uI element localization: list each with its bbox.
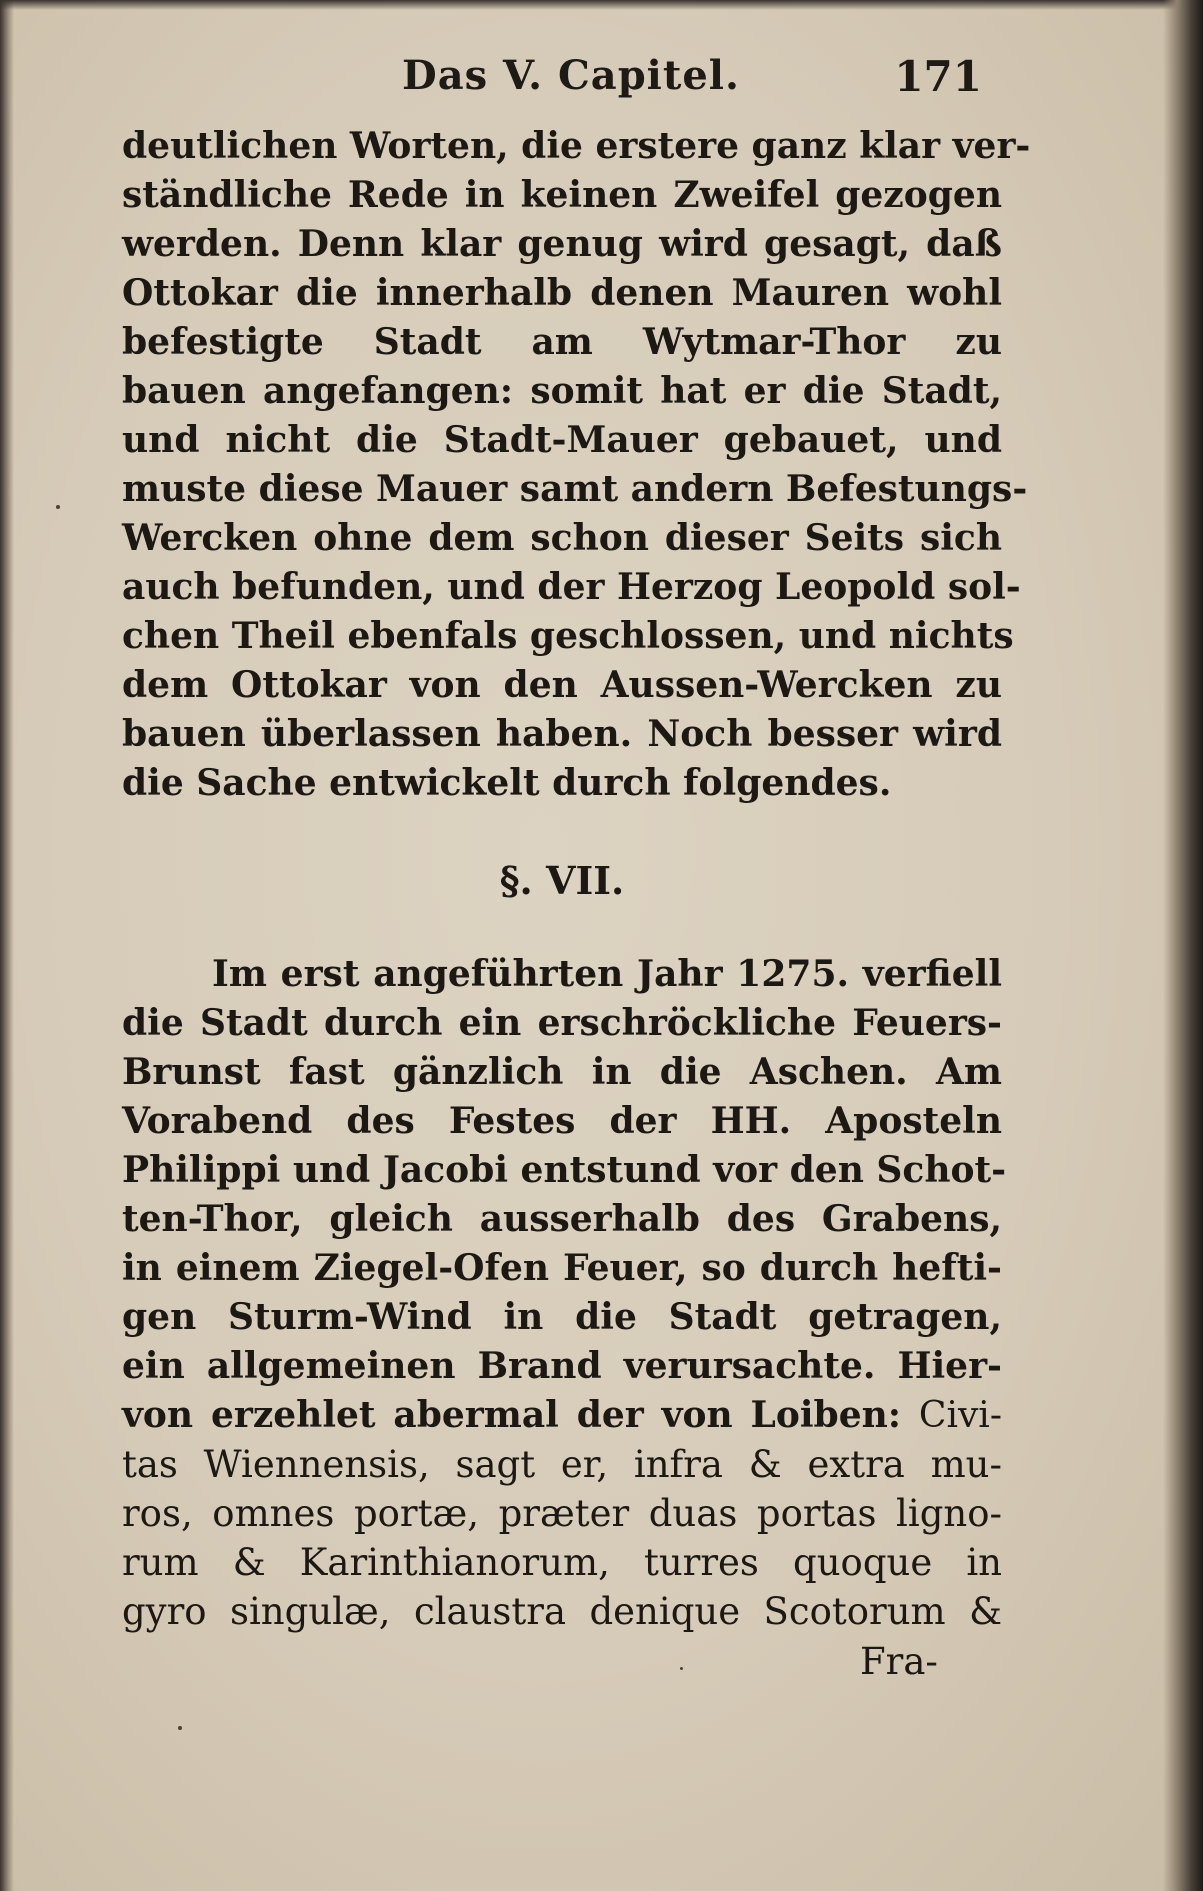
text-line: Brunst fast gänzlich in die Aschen. Am [122,1051,1002,1093]
latin-line: tas Wiennensis, sagt er, infra & extra mu- [122,1443,1002,1486]
paper-speck [178,1726,182,1730]
text-line: Wercken ohne dem schon dieser Seits sich [122,517,1002,559]
page-top-edge [0,0,1203,10]
page-header [122,52,1002,112]
catchword: Fra- [860,1640,938,1683]
text-line: auch befunden, und der Herzog Leopold sol- [122,566,1021,608]
text-line: bauen angefangen: somit hat er die Stadt, [122,370,1002,412]
latin-text: Civi- [918,1395,1002,1436]
text-line-mixed [122,1391,1002,1440]
text-line: ständliche Rede in keinen Zweifel gezogen [122,174,1002,216]
text-line: die Sache entwickelt durch folgendes. [122,762,892,804]
text-line: Ottokar die innerhalb denen Mauren wohl [122,272,1002,314]
text-line: und nicht die Stadt-Mauer gebauet, und [122,419,1002,461]
paper-speck [680,1667,683,1670]
page-left-edge [0,0,14,1891]
text-line: bauen überlassen haben. Noch besser wird [122,713,1002,755]
page-gutter-shadow [1163,0,1203,1891]
latin-line: gyro singulæ, claustra denique Scotorum & [122,1590,1002,1633]
running-head: Das V. Capitel. [402,52,740,99]
text-line: muste diese Mauer samt andern Befestungs- [122,468,1028,510]
text-line: werden. Denn klar genug wird gesagt, daß [122,223,1002,265]
text-line: ein allgemeinen Brand verursachte. Hier- [122,1345,1002,1387]
latin-line: rum & Karinthianorum, turres quoque in [122,1541,1002,1584]
paper-speck [56,505,60,509]
paragraph-continued [122,122,1031,808]
text-line: ten-Thor, gleich ausserhalb des Grabens, [122,1198,1002,1240]
text-line: gen Sturm-Wind in die Stadt getragen, [122,1296,1002,1338]
text-line: Philippi und Jacobi entstund vor den Schot- [122,1149,1007,1191]
paragraph-section-vii [122,950,1007,1636]
latin-line: ros, omnes portæ, præter duas portas ligno- [122,1492,1002,1535]
text-line: deutlichen Worten, die erstere ganz klar ver- [122,125,1031,167]
text-line: dem Ottokar von den Aussen-Wercken zu [122,664,1002,706]
section-heading: §. VII. [499,858,625,903]
text-line: Im erst angeführten Jahr 1275. verfiell [212,953,1002,995]
text-line: in einem Ziegel-Ofen Feuer, so durch hefti- [122,1247,1002,1289]
text-line: die Stadt durch ein erschröckliche Feuers- [122,1002,1002,1044]
text-line: chen Theil ebenfals geschlossen, und nichts [122,615,1014,657]
page-number: 171 [894,52,982,101]
german-text: von erzehlet abermal der von Loiben: [122,1394,902,1436]
text-line: befestigte Stadt am Wytmar-Thor zu [122,321,1002,363]
text-line: Vorabend des Festes der HH. Aposteln [122,1100,1002,1142]
